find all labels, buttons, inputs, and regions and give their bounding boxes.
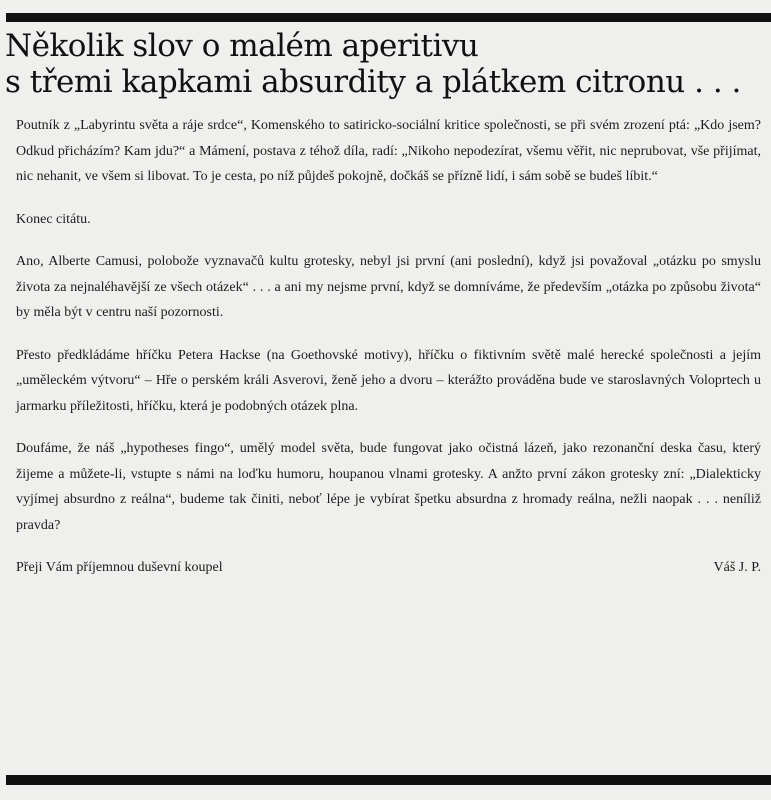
signature: Váš J. P. bbox=[713, 560, 761, 575]
title-line-2: s třemi kapkami absurdity a plátkem citronu . . . bbox=[5, 64, 741, 100]
paragraph-camus: Ano, Alberte Camusi, polobože vyznavačů kultu grotesky, nebyl jsi první (ani poslední), když jsi považoval „otázku po smyslu života za nejnaléhavější ze všech otázek“ . . . a ani my nejsme první, když se domníváme, že především „otázka po způsobu života“ by měla být v centru naší pozornosti. bbox=[16, 254, 761, 320]
top-rule bbox=[6, 13, 771, 22]
article-body bbox=[16, 113, 761, 581]
closing-row bbox=[16, 555, 761, 581]
closing-text: Přeji Vám příjemnou duševní koupel bbox=[16, 560, 223, 575]
paragraph-hypotheses: Doufáme, že náš „hypotheses fingo“, umělý model světa, bude fungovat jako očistná lázeň, jako rezonanční deska času, který žijeme a můžete-li, vstupte s námi na loďku humoru, houpanou vlnami grotesky. A anžto první zákon grotesky zní: „Dialekticky vyjímej absurdno z reálna“, budeme tak činiti, neboť lépe je vybírat špetku absurdna z hromady reálna, nežli naopak . . . neníliž pravda? bbox=[16, 441, 761, 533]
paragraph-quote: Poutník z „Labyrintu světa a ráje srdce“, Komenského to satiricko-sociální kritice společnosti, se při svém zrození ptá: „Kdo jsem? Odkud přicházím? Kam jdu?“ a Mámení, postava z téhož díla, radí: „Nikoho nepodezírat, všemu věřit, nic neprubovat, vše přijímat, nic nehanit, ve všem si libovat. To je cesta, po níž půjdeš pokojně, dočkáš se přízně lidí, i sám sobě se budeš líbit.“ bbox=[16, 118, 761, 184]
bottom-rule bbox=[6, 775, 771, 785]
paragraph-end-quote: Konec citátu. bbox=[16, 211, 91, 227]
paragraph-hacks: Přesto předkládáme hříčku Petera Hackse (na Goethovské motivy), hříčku o fiktivním světě malé herecké společnosti a jejím „uměleckém výtvoru“ – Hře o perském králi Asverovi, ženě jeho a dvoru – kterážto prováděna bude ve staroslavných Voloprtech u jarmarku příležitosti, hříčku, která je podobných otázek plna. bbox=[16, 347, 761, 414]
title-line-1: Několik slov o malém aperitivu bbox=[5, 28, 479, 64]
page-title bbox=[5, 28, 765, 100]
